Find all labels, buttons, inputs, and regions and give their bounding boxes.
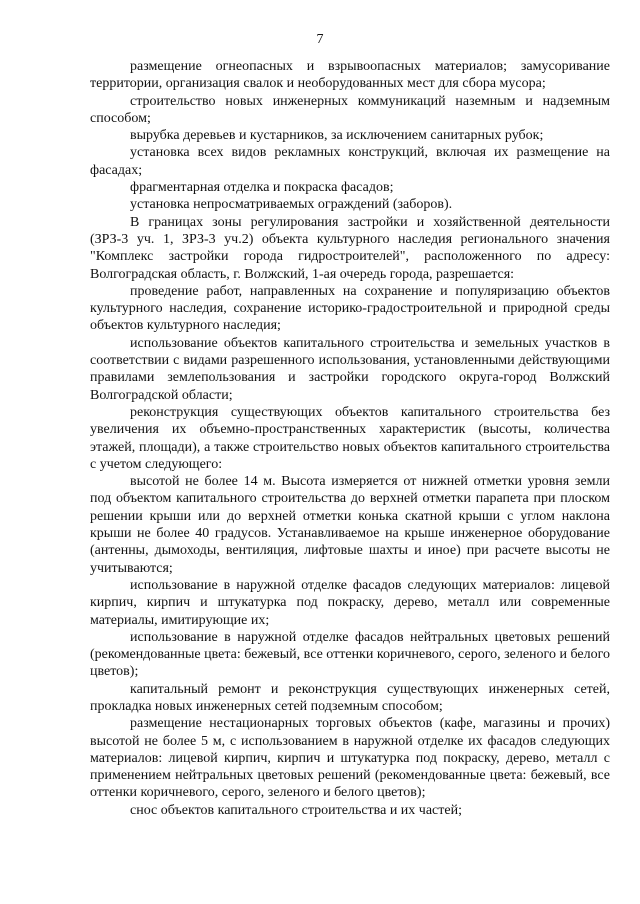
paragraph-ban-flammable-materials: размещение огнеопасных и взрывоопасных материалов; замусоривание территории, организация свалок и необорудованных мест для сбора мусора; [90,59,610,92]
paragraph-height-limit: высотой не более 14 м. Высота измеряется от нижней отметки уровня земли под объектом капитального строительства до верхней отметки парапета при плоском решении крыши или до верхней отметки конька скатной крыши с углом наклона крыши не более 40 градусов. Устанавливаемое на крыше инженерное оборудование (антенны, дымоходы, вентиляция, лифтовые шахты и иное) при расчете высоты не учитываются; [90,474,610,576]
paragraph-allow-reconstruction: реконструкция существующих объектов капитального строительства без увеличения их объемно-пространственных характеристик (высоты, количества этажей, площади), а также строительство новых объектов капитального строительства с учетом следующего: [90,404,610,472]
paragraph-allow-permitted-use: использование объектов капитального строительства и земельных участков в соответствии с видами разрешенного использования, установленными действующими правилами землепользования и застройки городского округа-город Волжский Волгоградской области; [90,335,610,403]
paragraph-temporary-retail: размещение нестационарных торговых объектов (кафе, магазины и прочих) высотой не более 5 м, с использованием в наружной отделке их фасадов следующих материалов: лицевой кирпич, кирпич и штукатурка под покраску, дерево, металл с применением нейтральных цветовых решений (рекомендованные цвета: бежевый, все оттенки коричневого, серого, зеленого и белого цветов); [90,716,610,801]
paragraph-allow-preservation-works: проведение работ, направленных на сохранение и популяризацию объектов культурного наследия, сохранение историко-градостроительной и природной среды объектов культурного наследия; [90,283,610,334]
paragraph-demolition: снос объектов капитального строительства и их частей; [130,802,462,818]
paragraph-ban-fragmentary-finishing: фрагментарная отделка и покраска фасадов; [130,180,394,196]
paragraph-ban-surface-utilities: строительство новых инженерных коммуникаций наземным и надземным способом; [90,93,610,126]
paragraph-facade-colors: использование в наружной отделке фасадов нейтральных цветовых решений (рекомендованные цвета: бежевый, все оттенки коричневого, серого, зеленого и белого цветов); [90,629,610,680]
paragraph-ban-tree-felling: вырубка деревьев и кустарников, за исключением санитарных рубок; [130,128,544,144]
page-number: 7 [316,32,324,47]
paragraph-facade-materials: использование в наружной отделке фасадов следующих материалов: лицевой кирпич, кирпич и штукатурка под покраску, дерево, металл или современные материалы, имитирующие их; [90,577,610,628]
paragraph-zone-permissions-intro: В границах зоны регулирования застройки и хозяйственной деятельности (ЗРЗ-3 уч. 1, ЗРЗ-3 уч.2) объекта культурного наследия регионального значения "Комплекс застройки города гидростроителей", расположенного по адресу: Волгоградская область, г. Волжский, 1-ая очередь города, разрешается: [90,214,610,282]
paragraph-ban-advertising: установка всех видов рекламных конструкций, включая их размещение на фасадах; [90,145,610,178]
paragraph-utility-networks: капитальный ремонт и реконструкция существующих инженерных сетей, прокладка новых инженерных сетей подземным способом; [90,681,610,714]
paragraph-ban-opaque-fences: установка непросматриваемых ограждений (заборов). [130,197,453,213]
document-body [90,58,610,819]
